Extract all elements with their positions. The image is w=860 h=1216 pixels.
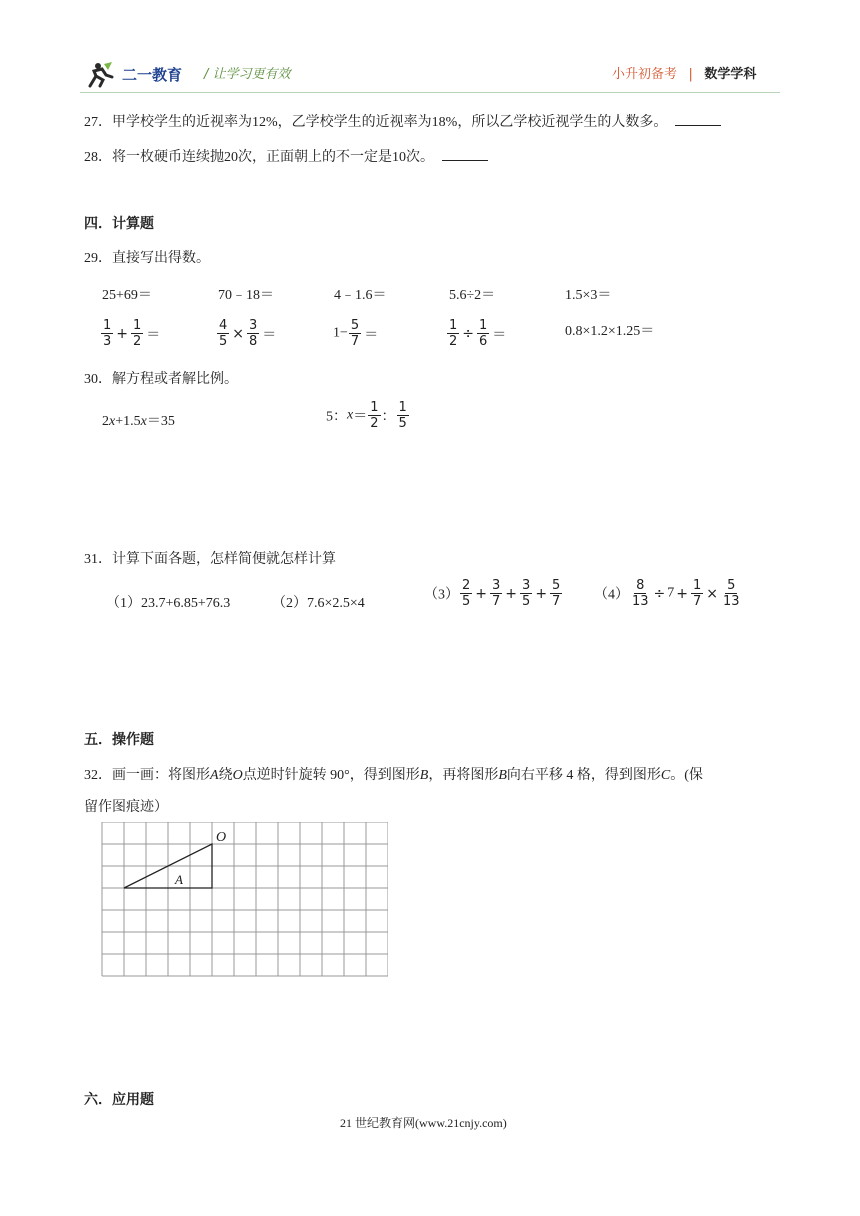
question-32-line-2: 留作图痕迹） — [84, 800, 168, 815]
label-O: O — [216, 830, 227, 845]
question-29: 29．直接写出得数。 — [84, 251, 210, 266]
grid-lines — [102, 822, 388, 976]
question-27 — [84, 111, 721, 131]
q29-fraction-item: $\frac{1}{3}$ + $\frac{1}{2}$ ＝ — [103, 318, 161, 349]
q31-item-4: （4） $\frac{8}{13}$ ÷ 7 + $\frac{1}{7}$ × $\frac{5}{13}$ — [594, 578, 740, 609]
fraction: $\frac{5}{7}$ — [350, 318, 360, 349]
q29-item: 4﹣1.6＝ — [334, 288, 387, 303]
header-separator: | — [688, 67, 693, 82]
q29-item: 5.6÷2＝ — [449, 288, 496, 303]
section-4-title: 四．计算题 — [84, 216, 154, 232]
fraction: $\frac{1}{7}$ — [693, 578, 702, 609]
fraction: $\frac{1}{2}$ — [370, 400, 379, 431]
logo — [84, 60, 182, 88]
q31-item-2: （2）7.6×2.5×4 — [272, 596, 365, 611]
q31-item-3: （3） $\frac{2}{5}$ + $\frac{3}{7}$ + $\frac{3}{5}$ + $\frac{5}{7}$ — [424, 578, 561, 609]
fraction: $\frac{1}{2}$ — [449, 318, 458, 349]
runner-logo-icon — [84, 60, 120, 88]
fraction: $\frac{2}{5}$ — [462, 578, 471, 609]
answer-blank-27[interactable] — [675, 113, 721, 126]
fraction: $\frac{4}{5}$ — [219, 318, 228, 349]
q29-item: 0.8×1.2×1.25＝ — [565, 324, 655, 339]
question-28 — [84, 146, 488, 166]
q29-item: 70﹣18＝ — [218, 288, 274, 303]
q29-fraction-item: $\frac{4}{5}$ × $\frac{3}{8}$ ＝ — [219, 318, 277, 349]
fraction: $\frac{3}{7}$ — [492, 578, 501, 609]
q29-fraction-item: 1− $\frac{5}{7}$ ＝ — [333, 318, 379, 349]
page-footer: 21 世纪教育网(www.21cnjy.com) — [340, 1116, 507, 1130]
question-28-text: 28．将一枚硬币连续抛20次，正面朝上的不一定是10次。 — [84, 150, 434, 165]
q30-equation: 2x+1.5x＝35 — [102, 414, 175, 429]
fraction: $\frac{1}{5}$ — [398, 400, 407, 431]
header-category: 小升初备考 — [612, 67, 678, 82]
q29-fraction-item: $\frac{1}{2}$ ÷ $\frac{1}{6}$ ＝ — [449, 318, 507, 349]
q29-item: 25+69＝ — [102, 288, 152, 303]
fraction: $\frac{3}{5}$ — [522, 578, 531, 609]
q30-proportion: 5：x＝ $\frac{1}{2}$ ： $\frac{1}{5}$ — [326, 400, 407, 431]
q31-item-1: （1）23.7+6.85+76.3 — [106, 596, 231, 611]
label-A: A — [175, 872, 183, 887]
fraction: $\frac{5}{7}$ — [552, 578, 561, 609]
fraction: $\frac{3}{8}$ — [249, 318, 258, 349]
q29-item: 1.5×3＝ — [565, 288, 612, 303]
question-27-text: 27．甲学校学生的近视率为12%，乙学校学生的近视率为18%，所以乙学校近视学生的人数多。 — [84, 115, 668, 130]
header-right — [612, 63, 756, 83]
fraction: $\frac{8}{13}$ — [632, 578, 649, 609]
rotation-grid[interactable] — [100, 822, 388, 978]
fraction: $\frac{5}{13}$ — [723, 578, 740, 609]
fraction: $\frac{1}{2}$ — [133, 318, 142, 349]
fraction: $\frac{1}{6}$ — [479, 318, 488, 349]
section-5-title: 五．操作题 — [84, 732, 154, 748]
header-subject: 数学学科 — [704, 67, 757, 82]
question-32-line-1: 32．画一画：将图形A绕O点逆时针旋转 90°，得到图形B，再将图形B向右平移 4 格，得到图形C。(保 — [84, 768, 703, 783]
fraction: $\frac{1}{3}$ — [103, 318, 112, 349]
header-rule — [80, 92, 780, 93]
section-6-title: 六．应用题 — [84, 1092, 154, 1108]
answer-blank-28[interactable] — [442, 148, 488, 161]
question-31: 31．计算下面各题，怎样简便就怎样计算 — [84, 552, 336, 567]
logo-text: 二一教育 — [122, 65, 183, 84]
slogan: / 让学习更有效 — [204, 67, 291, 82]
question-30: 30．解方程或者解比例。 — [84, 372, 238, 387]
